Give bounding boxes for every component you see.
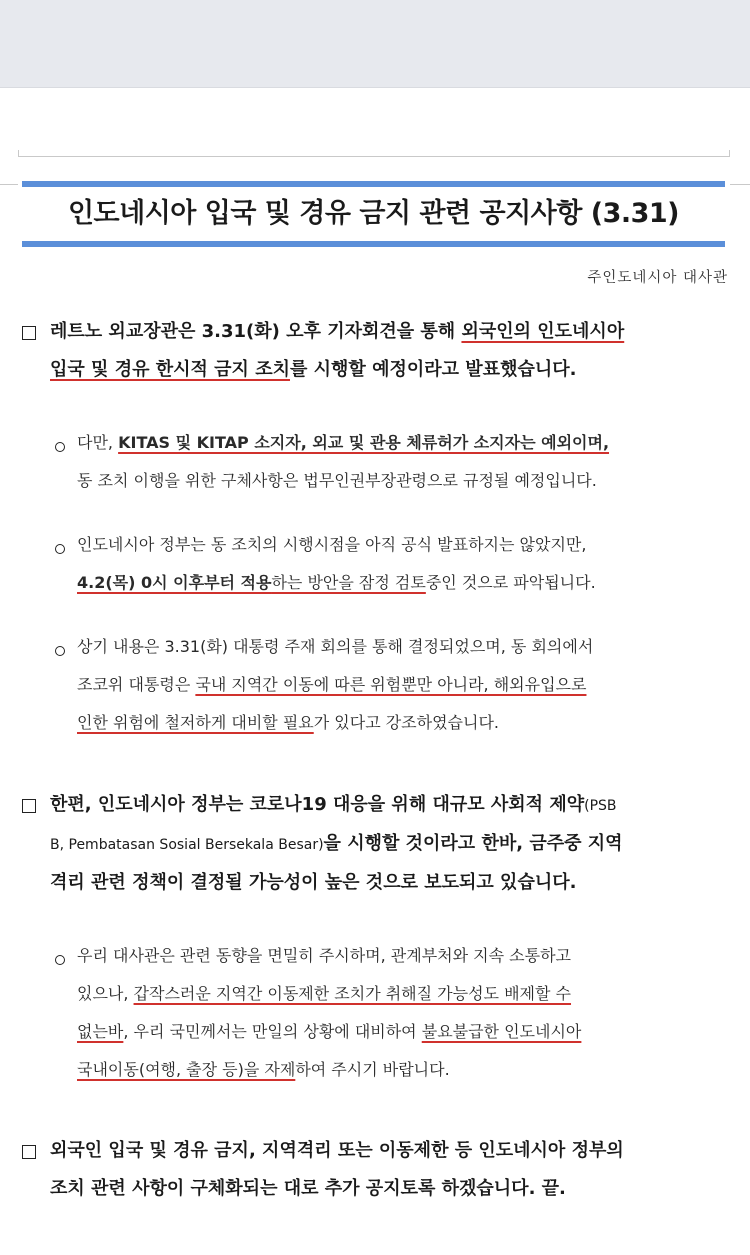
circle-bullet-icon — [55, 950, 65, 969]
s2-text-a: 인도네시아 정부는 동 조치의 시행시점을 아직 공식 발표하지는 않았지만, — [77, 535, 587, 554]
sub-item-4 — [55, 937, 735, 1089]
p2-text-small-2: B, Pembatasan Sosial Bersekala Besar) — [50, 837, 324, 853]
circle-bullet-icon — [55, 437, 65, 456]
s4-text-d: 하여 주시기 바랍니다. — [295, 1060, 450, 1079]
s3-text-c: 가 있다고 강조하였습니다. — [313, 713, 500, 732]
viewer-toolbar — [0, 0, 750, 88]
s1-text-b: 동 조치 이행을 위한 구체사항은 법무인권부장관령으로 규정될 예정입니다. — [77, 471, 597, 490]
s1-text-a: 다만, — [77, 433, 119, 452]
issuer-name: 주인도네시아 대사관 — [587, 270, 728, 286]
square-bullet-icon — [22, 1144, 36, 1163]
page-title: 인도네시아 입국 및 경유 금지 관련 공지사항 (3.31) — [67, 198, 680, 229]
sub-item-3 — [55, 628, 735, 742]
s3-text-b: 조코위 대통령은 — [77, 675, 196, 694]
p1-text-underlined: 외국인의 인도네시아 — [461, 321, 625, 342]
s4-text-underlined-2: 없는바 — [77, 1022, 124, 1041]
circle-bullet-icon — [55, 641, 65, 660]
p2-text-b: 을 시행할 것이라고 한바, 금주중 지역 — [323, 833, 623, 854]
s2-text-bold-underlined: 4.2(목) 0시 이후부터 적용 — [77, 573, 272, 592]
title-rule-bottom — [22, 241, 725, 247]
page-margin-line-right — [730, 184, 750, 185]
paragraph-3 — [22, 1132, 732, 1208]
p3-text-b: 조치 관련 사항이 구체화되는 대로 추가 공지토록 하겠습니다. 끝. — [50, 1178, 566, 1199]
s1-text-underlined: KITAS 및 KITAP 소지자, 외교 및 관용 체류허가 소지자는 예외이며, — [118, 433, 610, 452]
p1-text-a: 레트노 외교장관은 3.31(화) 오후 기자회견을 통해 — [50, 321, 462, 342]
s4-text-c: , 우리 국민께서는 만일의 상황에 대비하여 — [123, 1022, 422, 1041]
s2-text-underlined: 하는 방안을 잠정 검토 — [271, 573, 426, 592]
p1-text-underlined-2: 입국 및 경유 한시적 금지 조치 — [50, 359, 290, 380]
page-margin-line-left — [0, 184, 18, 185]
s3-text-a: 상기 내용은 3.31(화) 대통령 주재 회의를 통해 결정되었으며, 동 회의에서 — [77, 637, 594, 656]
p2-text-c: 격리 관련 정책이 결정될 가능성이 높은 것으로 보도되고 있습니다. — [50, 872, 577, 893]
s3-text-underlined-2: 인한 위험에 철저하게 대비할 필요 — [77, 713, 314, 732]
paragraph-2 — [22, 786, 732, 902]
p3-text-a: 외국인 입국 및 경유 금지, 지역격리 또는 이동제한 등 인도네시아 정부의 — [50, 1140, 624, 1161]
s4-text-a: 우리 대사관은 관련 동향을 면밀히 주시하며, 관계부처와 지속 소통하고 — [77, 946, 571, 965]
square-bullet-icon — [22, 325, 36, 344]
s4-text-b: 있으나, — [77, 984, 134, 1003]
p2-text-small: (PSB — [584, 798, 617, 814]
circle-bullet-icon — [55, 539, 65, 558]
s2-text-b: 중인 것으로 파악됩니다. — [425, 573, 596, 592]
s4-text-underlined-4: 국내이동(여행, 출장 등)을 자제 — [77, 1060, 296, 1079]
s3-text-underlined: 국내 지역간 이동에 따른 위험뿐만 아니라, 해외유입으로 — [195, 675, 587, 694]
square-bullet-icon — [22, 798, 36, 817]
s4-text-underlined: 갑작스러운 지역간 이동제한 조치가 취해질 가능성도 배제할 수 — [133, 984, 572, 1003]
p1-text-b: 를 시행할 예정이라고 발표했습니다. — [290, 359, 577, 380]
title-rule-top — [22, 181, 725, 187]
sub-item-1 — [55, 424, 735, 500]
sub-item-2 — [55, 526, 735, 602]
s4-text-underlined-3: 불요불급한 인도네시아 — [421, 1022, 582, 1041]
paragraph-1 — [22, 313, 732, 389]
p2-text-a: 한편, 인도네시아 정부는 코로나19 대응을 위해 대규모 사회적 제약 — [50, 794, 585, 815]
